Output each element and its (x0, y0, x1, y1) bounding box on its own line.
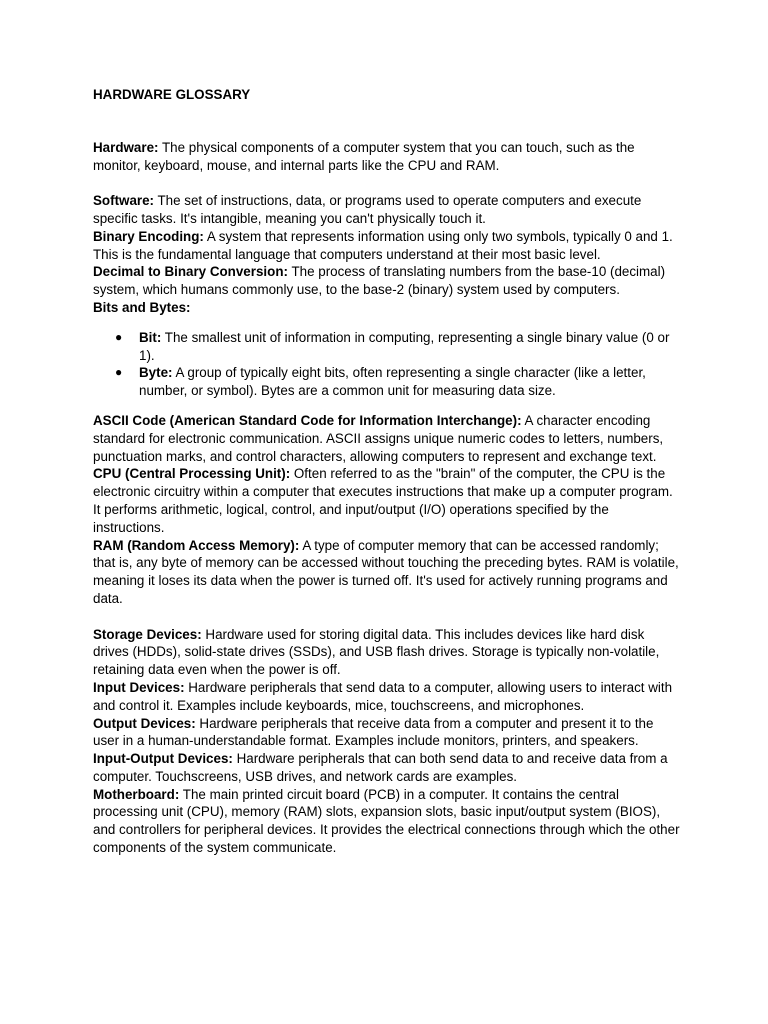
term: Bit: (139, 329, 162, 345)
term: Storage Devices: (93, 626, 202, 642)
term: RAM (Random Access Memory): (93, 537, 300, 553)
list-item-bit (115, 329, 683, 365)
definition: A type of computer memory that can be accessed randomly; that is, any byte of memory can be accessed without touching the preceding bytes. RAM is volatile, meaning it loses its data when the power is turned off. It's used for actively running programs and data. (93, 537, 679, 606)
glossary-entry-decimal-to-binary (93, 263, 683, 299)
spacer (93, 608, 683, 626)
definition: A group of typically eight bits, often representing a single character (like a letter, number, or symbol). Bytes are a common unit for measuring data size. (139, 365, 646, 399)
spacer (93, 174, 683, 192)
definition: Hardware peripherals that receive data from a computer and present it to the user in a human-understandable format. Examples include monitors, printers, and speakers. (93, 715, 654, 749)
glossary-entry-ascii (93, 412, 683, 465)
definition: The physical components of a computer system that you can touch, such as the monitor, keyboard, mouse, and internal parts like the CPU and RAM. (93, 139, 635, 173)
glossary-entry-ram (93, 537, 683, 608)
page-title: HARDWARE GLOSSARY (93, 87, 251, 102)
glossary-entry-output-devices (93, 715, 683, 751)
definition: The set of instructions, data, or programs used to operate computers and execute specific tasks. It's intangible, meaning you can't physically touch it. (93, 193, 642, 226)
glossary-entry-input-devices (93, 679, 683, 715)
glossary-entry-storage-devices (93, 626, 683, 679)
spacer (93, 400, 683, 412)
definition: Hardware peripherals that send data to a computer, allowing users to interact with and control it. Examples include keyboards, mice, touchscreens, and microphones. (93, 679, 673, 713)
glossary-entry-bits-and-bytes (93, 299, 683, 317)
definition: Hardware used for storing digital data. This includes devices like hard disk drives (HDDs), solid-state drives (SSDs), and USB flash drives. Storage is typically non-volatile, retaining data even when the power is off. (93, 626, 660, 678)
glossary-entry-cpu (93, 465, 683, 536)
term: Software: (93, 193, 155, 209)
definition: The smallest unit of information in computing, representing a single binary value (0 or 1). (139, 329, 670, 363)
definition: Hardware peripherals that can both send data to and receive data from a computer. Touchscreens, USB drives, and network cards are examples. (93, 751, 668, 784)
term: CPU (Central Processing Unit): (93, 466, 291, 482)
term: Output Devices: (93, 715, 196, 731)
term: Byte: (139, 365, 173, 381)
glossary-entry-software (93, 192, 683, 228)
term: Bits and Bytes: (93, 299, 191, 315)
glossary-entry-input-output-devices (93, 750, 683, 786)
bullet-icon: ● (115, 329, 123, 344)
bullet-list (93, 329, 683, 400)
list-item-byte (115, 364, 683, 400)
spacer (93, 104, 683, 139)
term: Hardware: (93, 139, 159, 155)
definition: A system that represents information using only two symbols, typically 0 and 1. This is the fundamental language that computers understand at their most basic level. (93, 228, 673, 262)
definition: The main printed circuit board (PCB) in a computer. It contains the central processing unit (CPU), memory (RAM) slots, expansion slots, basic input/output system (BIOS), and controllers for peripheral devices. It provides the electrical connections through which the other components of the system communicate. (93, 786, 680, 856)
definition: Often referred to as the "brain" of the computer, the CPU is the electronic circuitry within a computer that executes instructions that make up a computer program. It performs arithmetic, logical, control, and input/output (I/O) operations specified by the instructions. (93, 466, 673, 535)
term: ASCII Code (American Standard Code for Information Interchange): (93, 412, 522, 428)
glossary-entry-hardware (93, 139, 683, 175)
term: Motherboard: (93, 786, 180, 802)
bullet-icon: ● (115, 365, 123, 380)
term: Binary Encoding: (93, 228, 204, 244)
spacer (93, 317, 683, 329)
glossary-entry-binary-encoding (93, 228, 683, 264)
term: Decimal to Binary Conversion: (93, 264, 288, 280)
glossary-entry-motherboard (93, 786, 683, 857)
term: Input-Output Devices: (93, 751, 233, 767)
term: Input Devices: (93, 679, 185, 695)
document-page (93, 86, 683, 857)
definition: The process of translating numbers from the base-10 (decimal) system, which humans commonly use, to the base-2 (binary) system used by computers. (93, 264, 666, 298)
definition: A character encoding standard for electronic communication. ASCII assigns unique numeric codes to letters, numbers, punctuation marks, and control characters, allowing computers to represent and exchange text. (93, 412, 664, 464)
